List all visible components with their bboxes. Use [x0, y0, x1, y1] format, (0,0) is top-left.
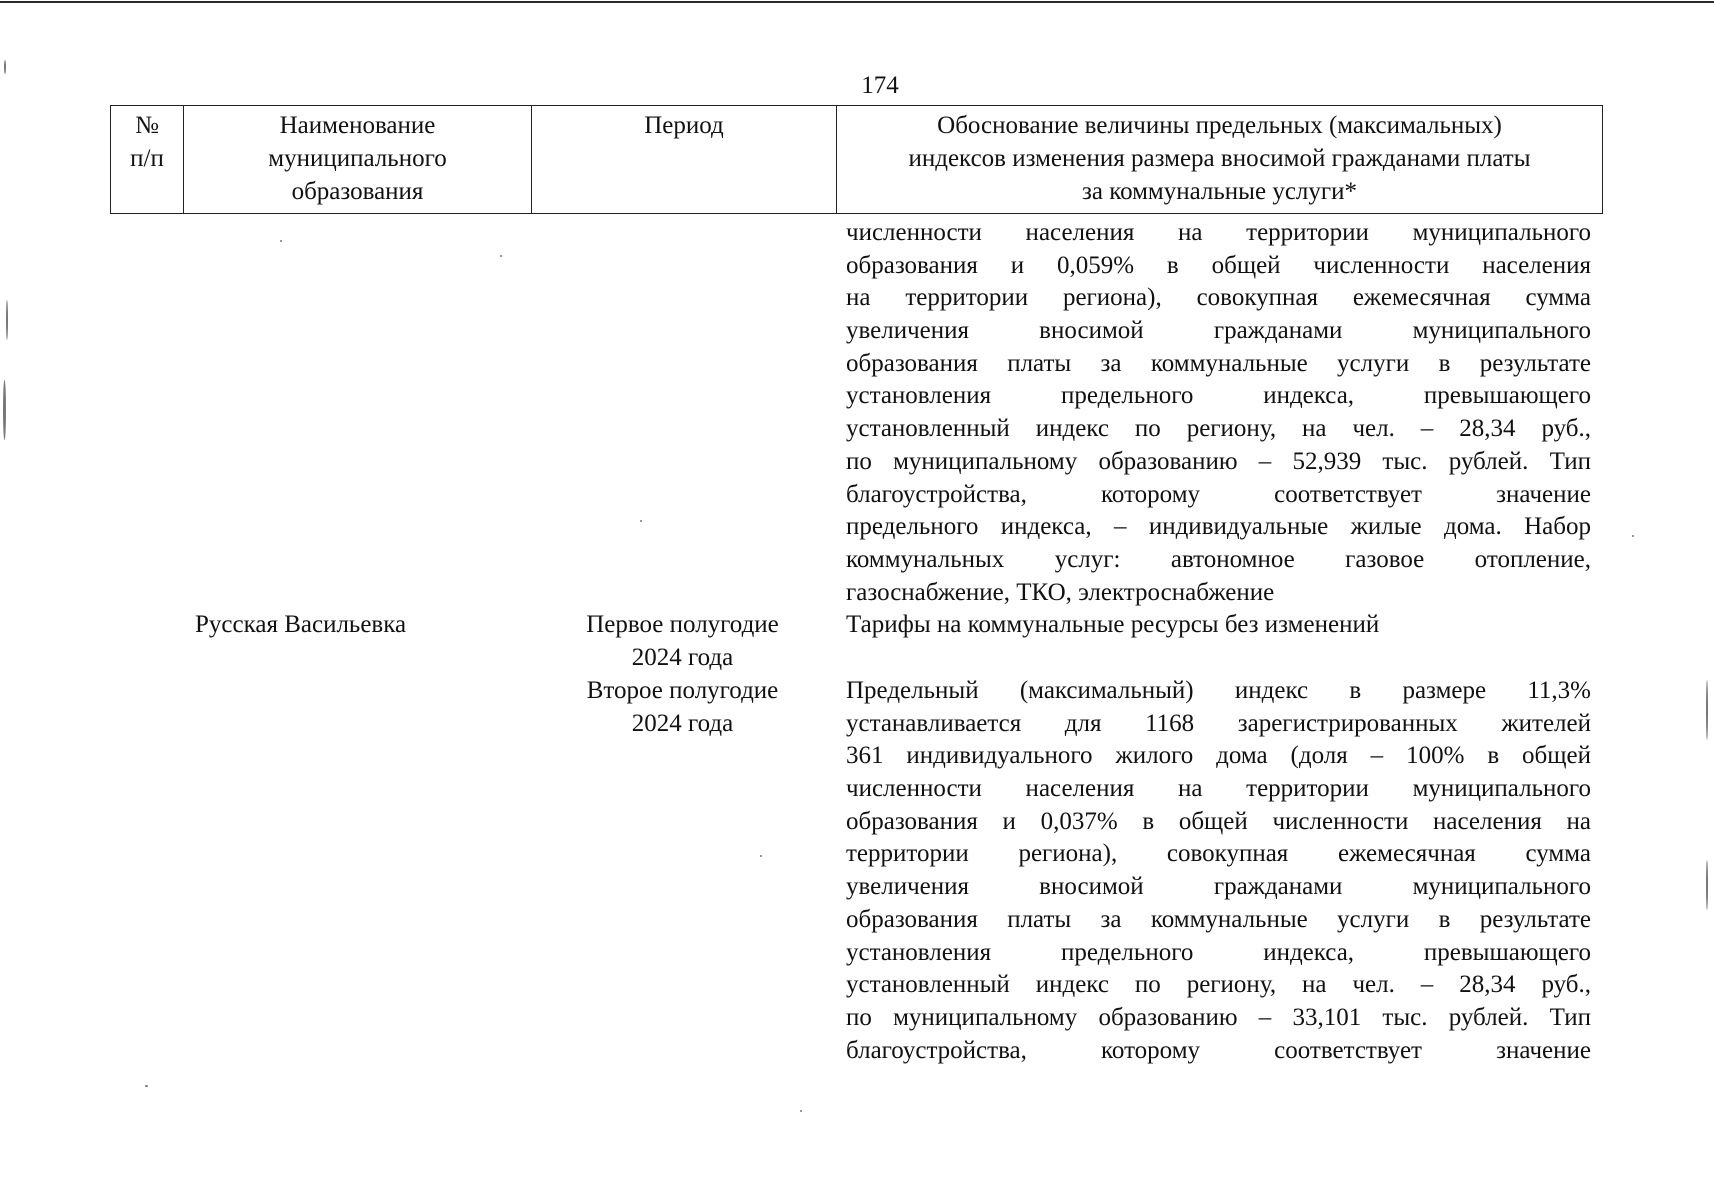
- header-text: за коммунальные услуги*: [1081, 178, 1358, 205]
- header-text: индексов изменения размера вносимой гражданами платы: [908, 145, 1531, 172]
- header-text: п/п: [130, 145, 164, 172]
- table-header: [110, 105, 1603, 214]
- text-line: по муниципальному образованию – 52,939 тыс. рублей. Тип: [846, 447, 1591, 475]
- period-first-half: [560, 609, 805, 674]
- header-col-number: [111, 106, 184, 213]
- text-line: предельного индекса, – индивидуальные жилые дома. Набор: [846, 513, 1591, 541]
- text-line: образования и 0,059% в общей численности населения: [846, 251, 1591, 279]
- text-line: благоустройства, которому соответствует значение: [846, 1036, 1591, 1064]
- header-text: Обоснование величины предельных (максимальных): [937, 112, 1502, 139]
- header-text: Период: [644, 112, 724, 139]
- text-line: коммунальных услуг: автономное газовое отопление,: [846, 545, 1591, 573]
- text-line: образования платы за коммунальные услуги в результате: [846, 905, 1591, 933]
- header-text: №: [135, 112, 159, 139]
- header-col-justification: [837, 106, 1602, 213]
- period-line: Второе полугодие: [586, 677, 779, 704]
- text-line: 361 индивидуального жилого дома (доля – 100% в общей: [846, 742, 1591, 770]
- second-half-justification: [846, 675, 1591, 1067]
- text-line: территории региона), совокупная ежемесячная сумма: [846, 840, 1591, 868]
- text-line: увеличения вносимой гражданами муниципального: [846, 873, 1591, 901]
- tariff-no-change-text: Тарифы на коммунальные ресурсы без изменений: [846, 611, 1380, 638]
- text-line: увеличения вносимой гражданами муниципального: [846, 317, 1591, 345]
- header-text: муниципального: [268, 145, 447, 172]
- period-line: Первое полугодие: [586, 611, 779, 638]
- period-line: 2024 года: [631, 643, 734, 671]
- text-line: образования и 0,037% в общей численности населения на: [846, 807, 1591, 835]
- header-text: Наименование: [279, 112, 436, 139]
- period-line: 2024 года: [631, 709, 734, 737]
- text-line: установления предельного индекса, превышающего: [846, 382, 1591, 410]
- text-line: численности населения на территории муниципального: [846, 775, 1591, 803]
- text-line: образования платы за коммунальные услуги в результате: [846, 349, 1591, 377]
- text-line: установленный индекс по региону, на чел. – 28,34 руб.,: [846, 971, 1591, 999]
- text-line: на территории региона), совокупная ежемесячная сумма: [846, 284, 1591, 312]
- header-col-municipality: [184, 106, 532, 213]
- text-line: численности населения на территории муниципального: [846, 219, 1591, 246]
- header-col-period: [532, 106, 837, 213]
- text-line: Предельный (максимальный) индекс в размере 11,3%: [846, 677, 1591, 704]
- municipality-name: Русская Васильевка: [195, 611, 407, 638]
- page-number: 174: [861, 72, 899, 99]
- text-line: по муниципальному образованию – 33,101 тыс. рублей. Тип: [846, 1003, 1591, 1031]
- period-second-half: [560, 675, 805, 740]
- continued-justification: [846, 217, 1591, 609]
- text-line: газоснабжение, ТКО, электроснабжение: [846, 578, 1275, 606]
- text-line: благоустройства, которому соответствует значение: [846, 480, 1591, 508]
- text-line: установления предельного индекса, превышающего: [846, 938, 1591, 966]
- text-line: устанавливается для 1168 зарегистрированных жителей: [846, 709, 1591, 737]
- text-line: установленный индекс по региону, на чел. – 28,34 руб.,: [846, 415, 1591, 443]
- top-scan-edge: [0, 1, 1714, 3]
- header-text: образования: [291, 178, 424, 205]
